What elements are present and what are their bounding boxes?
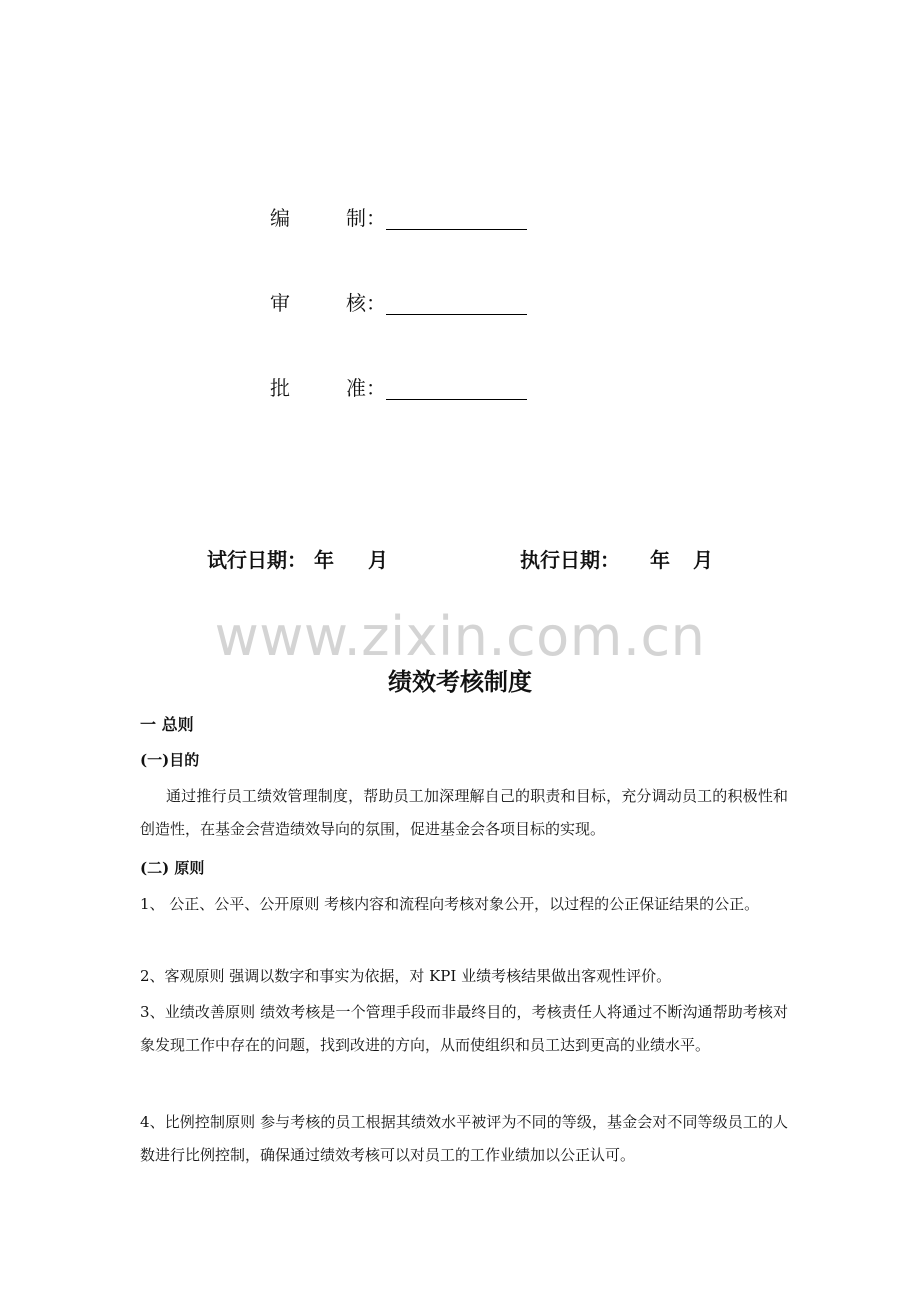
principle-item: 3、业绩改善原则 绩效考核是一个管理手段而非最终目的，考核责任人将通过不断沟通帮助考核对象发现工作中存在的问题，找到改进的方向，从而使组织和员工达到更高的业绩水平。 <box>140 1003 788 1054</box>
signoff-label-first: 批 <box>270 376 290 400</box>
signoff-label-second: 核： <box>346 291 386 315</box>
section-heading-general: 一 总则 <box>140 715 194 734</box>
signature-line <box>386 229 527 230</box>
subheading-purpose: (一)目的 <box>140 751 200 769</box>
signoff-row-compile <box>270 203 527 233</box>
signoff-row-approve <box>270 373 527 403</box>
date-line <box>0 545 920 575</box>
exec-date-month: 月 <box>693 548 713 572</box>
signature-line <box>386 314 527 315</box>
signature-line <box>386 399 527 400</box>
trial-date-label: 试行日期： <box>207 548 307 572</box>
paragraph-purpose: 通过推行员工绩效管理制度，帮助员工加深理解自己的职责和目标，充分调动员工的积极性和创造性，在基金会营造绩效导向的氛围，促进基金会各项目标的实现。 <box>140 787 788 838</box>
signoff-label-first: 编 <box>270 206 290 230</box>
watermark: www.zixin.com.cn <box>214 605 706 668</box>
trial-date-year: 年 <box>314 548 334 572</box>
exec-date-label: 执行日期： <box>520 548 620 572</box>
signoff-label-second: 制： <box>346 206 386 230</box>
principle-item: 4、比例控制原则 参与考核的员工根据其绩效水平被评为不同的等级，基金会对不同等级员工的人数进行比例控制，确保通过绩效考核可以对员工的工作业绩加以公正认可。 <box>140 1113 788 1164</box>
exec-date-year: 年 <box>650 548 670 572</box>
signoff-label-first: 审 <box>270 291 290 315</box>
trial-date-month: 月 <box>368 548 388 572</box>
signoff-label-second: 准： <box>346 376 386 400</box>
principle-item: 2、客观原则 强调以数字和事实为依据，对 KPI 业绩考核结果做出客观性评价。 <box>140 967 672 985</box>
signoff-row-review <box>270 288 527 318</box>
principle-item: 1、 公正、公平、公开原则 考核内容和流程向考核对象公开，以过程的公正保证结果的公正。 <box>140 895 760 913</box>
document-title: 绩效考核制度 <box>388 667 532 696</box>
subheading-principles: (二) 原则 <box>140 859 205 877</box>
